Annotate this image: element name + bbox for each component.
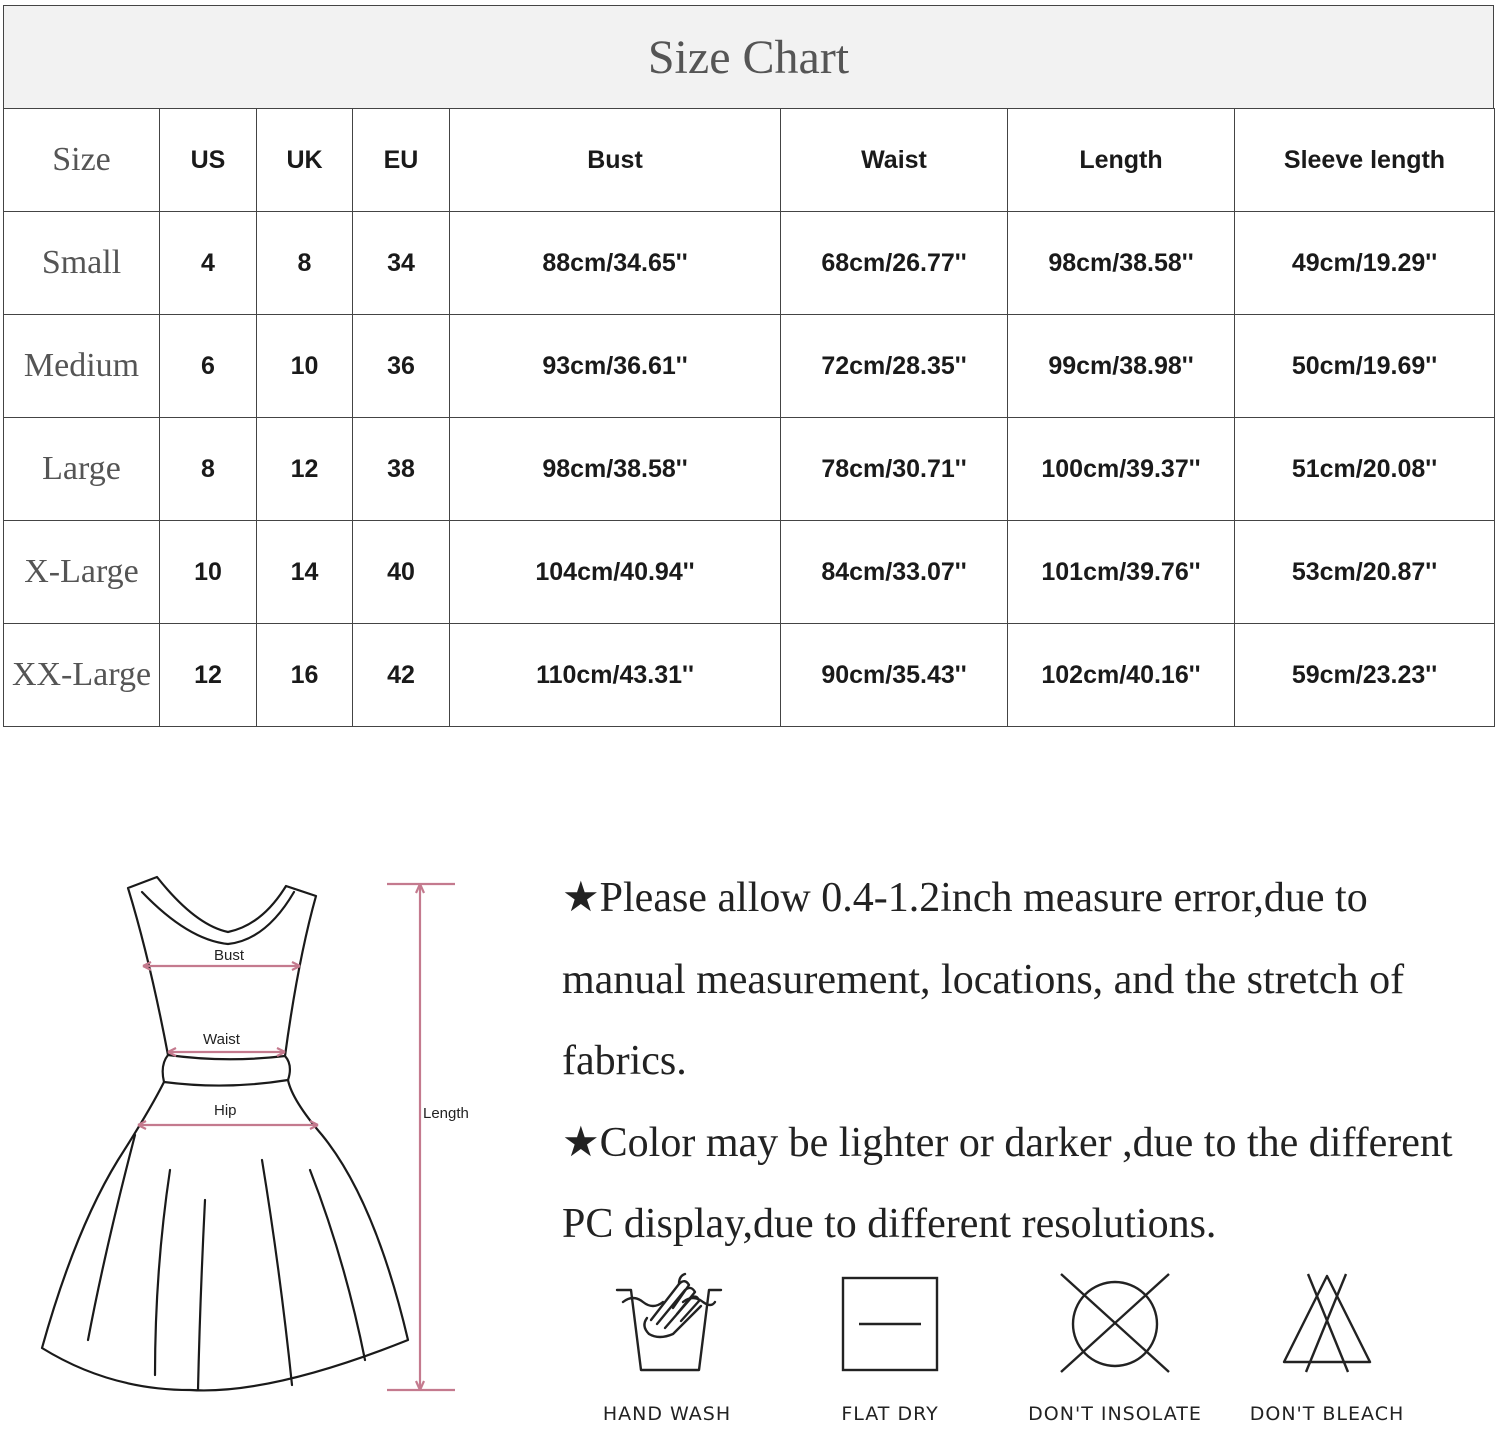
header-length: Length: [1008, 109, 1235, 212]
dont-insolate-icon: [1055, 1268, 1175, 1378]
hand-wash-label: HAND WASH: [602, 1403, 732, 1425]
dont-insolate-label: DON'T INSOLATE: [1028, 1403, 1202, 1425]
cell-bust: 104cm/40.94'': [450, 521, 781, 624]
care-dont-bleach: [1217, 1268, 1437, 1428]
cell-length: 98cm/38.58'': [1008, 212, 1235, 315]
cell-sleeve-length: 51cm/20.08'': [1235, 418, 1495, 521]
care-dont-insolate: [1005, 1268, 1225, 1428]
size-chart: [3, 5, 1494, 727]
cell-bust: 110cm/43.31'': [450, 624, 781, 727]
notes: [562, 858, 1487, 1266]
table-row: [4, 521, 1495, 624]
hip-label: Hip: [214, 1102, 237, 1119]
cell-length: 101cm/39.76'': [1008, 521, 1235, 624]
header-bust: Bust: [450, 109, 781, 212]
cell-length: 100cm/39.37'': [1008, 418, 1235, 521]
cell-us: 4: [160, 212, 257, 315]
header-eu: EU: [353, 109, 450, 212]
cell-eu: 40: [353, 521, 450, 624]
cell-sleeve-length: 59cm/23.23'': [1235, 624, 1495, 727]
cell-sleeve-length: 53cm/20.87'': [1235, 521, 1495, 624]
cell-waist: 72cm/28.35'': [781, 315, 1008, 418]
cell-sleeve-length: 50cm/19.69'': [1235, 315, 1495, 418]
note-color: ★Color may be lighter or darker ,due to the different PC display,due to different resolutions.: [562, 1119, 1453, 1247]
cell-uk: 16: [257, 624, 353, 727]
cell-size: Medium: [4, 315, 160, 418]
chart-title: Size Chart: [3, 5, 1494, 108]
cell-us: 8: [160, 418, 257, 521]
header-sleeve-length: Sleeve length: [1235, 109, 1495, 212]
cell-length: 99cm/38.98'': [1008, 315, 1235, 418]
bust-label: Bust: [214, 947, 245, 964]
header-uk: UK: [257, 109, 353, 212]
cell-uk: 8: [257, 212, 353, 315]
flat-dry-icon: [835, 1268, 945, 1378]
cell-waist: 90cm/35.43'': [781, 624, 1008, 727]
cell-uk: 12: [257, 418, 353, 521]
cell-sleeve-length: 49cm/19.29'': [1235, 212, 1495, 315]
hand-wash-icon: [607, 1268, 727, 1378]
cell-size: Large: [4, 418, 160, 521]
cell-us: 6: [160, 315, 257, 418]
table-row: [4, 315, 1495, 418]
length-label: Length: [423, 1105, 469, 1122]
cell-waist: 68cm/26.77'': [781, 212, 1008, 315]
cell-waist: 78cm/30.71'': [781, 418, 1008, 521]
table-row: [4, 212, 1495, 315]
care-instructions: [560, 1268, 1460, 1428]
cell-size: Small: [4, 212, 160, 315]
cell-eu: 42: [353, 624, 450, 727]
care-hand-wash: [557, 1268, 777, 1428]
care-flat-dry: [780, 1268, 1000, 1428]
dont-bleach-icon: [1272, 1268, 1382, 1378]
waist-label: Waist: [203, 1031, 240, 1048]
header-waist: Waist: [781, 109, 1008, 212]
cell-eu: 34: [353, 212, 450, 315]
cell-bust: 98cm/38.58'': [450, 418, 781, 521]
cell-uk: 10: [257, 315, 353, 418]
cell-size: X-Large: [4, 521, 160, 624]
size-table: [3, 108, 1495, 727]
note-measure-error: ★Please allow 0.4-1.2inch measure error,due to manual measurement, locations, and the stretch of fabrics.: [562, 875, 1405, 1084]
cell-bust: 88cm/34.65'': [450, 212, 781, 315]
cell-length: 102cm/40.16'': [1008, 624, 1235, 727]
cell-eu: 38: [353, 418, 450, 521]
header-size: Size: [4, 109, 160, 212]
flat-dry-label: FLAT DRY: [841, 1403, 939, 1425]
cell-eu: 36: [353, 315, 450, 418]
cell-uk: 14: [257, 521, 353, 624]
header-us: US: [160, 109, 257, 212]
dont-bleach-label: DON'T BLEACH: [1249, 1403, 1405, 1425]
table-row: [4, 624, 1495, 727]
cell-waist: 84cm/33.07'': [781, 521, 1008, 624]
cell-bust: 93cm/36.61'': [450, 315, 781, 418]
cell-us: 12: [160, 624, 257, 727]
dress-diagram: [30, 870, 500, 1400]
header-row: [4, 109, 1495, 212]
table-row: [4, 418, 1495, 521]
cell-size: XX-Large: [4, 624, 160, 727]
cell-us: 10: [160, 521, 257, 624]
